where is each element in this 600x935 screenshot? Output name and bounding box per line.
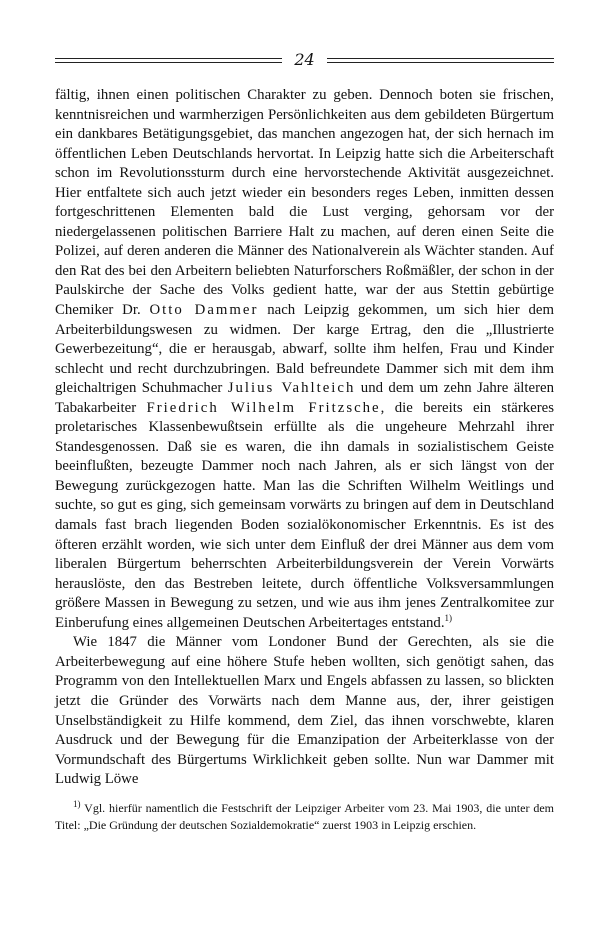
- paragraph-1-part-1: fältig, ihnen einen politischen Charakter zu geben. Dennoch boten sie frischen, kenntnisreichen und warmherzigen Persönlichkeiten aus dem gebildeten Bürgertum ein dankbares Betätigungsgebiet, das manchen angezogen hat, der sich hernach im öffentlichen Leben Deutschlands hervortat. In Leipzig hatte sich die Arbeiterschaft schon im Revolutionssturm durch eine hervorstechende Aktivität ausgezeichnet. Hier entfaltete sich auch jetzt wieder ein besonders reges Leben, inmitten dessen fortgeschrittenen Elementen bald die Lust verging, gehorsam vor der niedergelassenen politischen Barriere Halt zu machen, auf deren einen Seite die Polizei, auf deren anderen die Männer des Nationalverein als Wächter standen. Auf den Rat des bei den Arbeitern beliebten Naturforschers Roßmäßler, der schon in der Paulskirche der Sache des Volks gedient hatte, war der aus Stettin gebürtige Chemiker Dr.: [55, 87, 554, 319]
- paragraph-1-part-3: und dem um zehn Jahre älteren Tabakarbeiter: [55, 380, 554, 416]
- paragraph-1: [55, 86, 554, 633]
- book-page: [55, 52, 554, 834]
- name-julius-vahlteich: Julius Vahlteich: [227, 380, 356, 397]
- footnote-text: Vgl. hierfür namentlich die Festschrift der Leipziger Arbeiter vom 23. Mai 1903, die unter dem Titel: „Die Gründung der deutschen Sozialdemokratie“ zuerst 1903 in Leipzig erschien.: [55, 800, 554, 832]
- footnote-marker: 1): [73, 798, 81, 809]
- footnote-reference[interactable]: 1): [444, 612, 453, 623]
- body-text: [55, 86, 554, 790]
- paragraph-1-part-4: , die bereits ein stärkeres proletarisches Klassenbewußtsein erfüllte als die ungeheure Mehrzahl ihrer Standesgenossen. Daß sie es waren, die ihn damals in sozialistischem Geiste beeinflußten, bezeugte Dammer noch nach Jahren, als er sich längst von der Bewegung zurückgezogen hatte. Man las die Schriften Wilhelm Weitlings und suchte, so gut es ging, sich gemeinsam vorwärts zu bringen auf dem in Deutschland damals fast brach liegenden Boden sozialökonomischer Erkenntnis. Es ist des öfteren erzählt worden, wie sich unter dem Einfluß der drei Männer aus dem vom liberalen Bürgertum beherrschten Arbeiterbildungsverein der Verein Vorwärts herauslöste, den das Bestreben leitete, durch öffentliche Volksversammlungen größere Massen in Bewegung zu setzen, und wie aus ihm jenes Zentralkomitee zur Einberufung eines allgemeinen Deutschen Arbeitertages entstand.: [55, 399, 554, 631]
- page-header: [55, 52, 554, 68]
- name-otto-dammer: Otto Dammer: [149, 302, 259, 319]
- name-friedrich-wilhelm-fritzsche: Friedrich Wilhelm Fritzsche: [146, 399, 381, 416]
- header-rule-left: [55, 58, 282, 63]
- paragraph-2: Wie 1847 die Männer vom Londoner Bund der Gerechten, als sie die Arbeiterbewegung auf eine höhere Stufe heben wollten, sich genötigt sahen, das Programm von den Intellektuellen Marx und Engels abfassen zu lassen, so blickten jetzt die Gründer des Vorwärts nach dem Manne aus, der, ihrer geistigen Unselbständigkeit zu Hilfe kommend, dem Ziel, das ihnen vorschwebte, klaren Ausdruck und der Bewegung für die Emanzipation der Arbeiterklasse von der Vormundschaft des Bürgertums Wirklichkeit geben sollte. Nun war Dammer mit Ludwig Löwe: [55, 634, 554, 788]
- footnote-1: [55, 800, 554, 834]
- page-number: 24: [294, 50, 315, 69]
- header-rule-right: [327, 58, 554, 63]
- paragraph-1-part-2: nach Leipzig gekommen, um sich hier dem Arbeiterbildungswesen zu widmen. Der karge Ertrag, den die „Illustrierte Gewerbezeitung“, die er herausgab, abwarf, sollte ihm helfen, Frau und Kinder schlecht und recht durchzubringen. Bald befreundete Dammer sich mit dem ihm gleichaltrigen Schuhmacher: [55, 302, 554, 397]
- footnotes: [55, 800, 554, 834]
